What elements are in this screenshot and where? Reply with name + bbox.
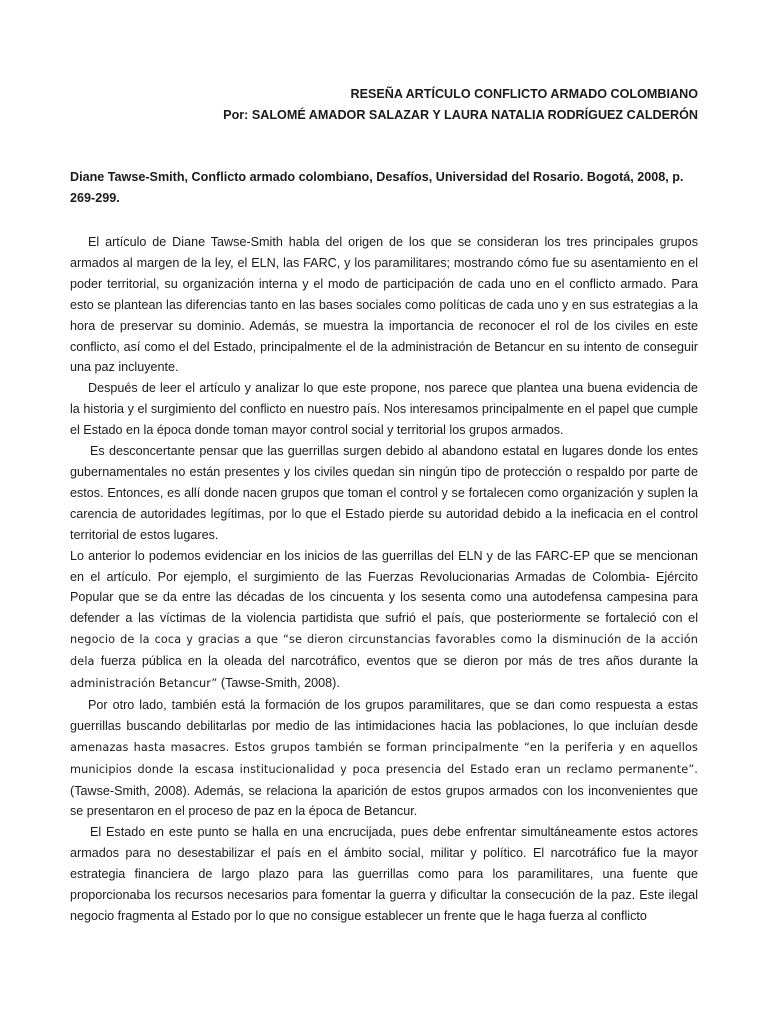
paragraph-4 (70, 546, 698, 695)
review-title: RESEÑA ARTÍCULO CONFLICTO ARMADO COLOMBIANO (350, 87, 698, 101)
paragraph-4-quote-2: administración Betancur” (70, 677, 218, 691)
paragraph-5-quote: amenazas hasta masacres. Estos grupos también se forman principalmente “en la periferia y en aquellos municipios donde la escasa institucionalidad y poca presencia del Estado eran un reclamo permanente”. (70, 740, 698, 776)
paragraph-2: Después de leer el artículo y analizar lo que este propone, nos parece que plantea una buena evidencia de la historia y el surgimiento del conflicto en nuestro país. Nos interesamos principalmente en el papel que cumple el Estado en la época donde toman mayor control social y territorial los grupos armados. (70, 381, 698, 438)
bibliographic-citation: Diane Tawse-Smith, Conflicto armado colombiano, Desafíos, Universidad del Rosario. Bogotá, 2008, p. 269-299. (70, 170, 684, 205)
paragraph-5-text-b: (Tawse-Smith, 2008). Además, se relaciona la aparición de estos grupos armados con los inconvenientes que se presentaron en el proceso de paz en la época de Betancur. (70, 783, 698, 819)
paragraph-5 (70, 695, 698, 822)
paragraph-4-text-b: fuerza pública en la oleada del narcotráfico, eventos que se dieron por más de tres años durante la (100, 654, 698, 669)
authors-line: Por: SALOMÉ AMADOR SALAZAR Y LAURA NATALIA RODRÍGUEZ CALDERÓN (223, 108, 698, 122)
paragraph-4-text-a: Lo anterior lo podemos evidenciar en los inicios de las guerrillas del ELN y de las FARC-EP que se mencionan en el artículo. Por ejemplo, el surgimiento de las Fuerzas Revolucionarias Armadas de Colombia- Ejército Popular que se da entre las décadas de los cincuenta y los sesenta como una autodefensa campesina para defender a las víctimas de la violencia partidista que sufrió el país, que posteriormente se fortaleció con el (70, 548, 698, 626)
paragraph-4-text-c: (Tawse-Smith, 2008). (217, 676, 340, 691)
paragraph-5-text-a: Por otro lado, también está la formación de los grupos paramilitares, que se dan como respuesta a estas guerrillas buscando debilitarlas por medio de las intimidaciones hacia las poblaciones, lo que incluían desde (70, 697, 698, 733)
paragraph-3: Es desconcertante pensar que las guerrillas surgen debido al abandono estatal en lugares donde los entes gubernamentales no están presentes y los civiles quedan sin ningún tipo de protección o respaldo por parte de estos. Entonces, es allí donde nacen grupos que toman el control y se fortalecen como organización y suplen la carencia de autoridades legítimas, por lo que el Estado pierde su autoridad debido a la ineficacia en el control territorial de estos lugares. (70, 444, 698, 542)
paragraph-1: El artículo de Diane Tawse-Smith habla del origen de los que se consideran los tres principales grupos armados al margen de la ley, el ELN, las FARC, y los paramilitares; mostrando cómo fue su asentamiento en el poder territorial, su organización interna y el modo de participación de cada uno en el conflicto armado. Para esto se plantean las diferencias tanto en las bases sociales como políticas de cada uno y en sus estrategias a la hora de preservar su dominio. Además, se muestra la importancia de reconocer el rol de los civiles en este conflicto, así como el del Estado, principalmente el de la administración de Betancur en su intento de conseguir una paz incluyente. (70, 235, 698, 375)
document-body (70, 232, 698, 927)
paragraph-6: El Estado en este punto se halla en una encrucijada, pues debe enfrentar simultáneamente estos actores armados para no desestabilizar el país en el ámbito social, militar y político. El narcotráfico fue la mayor estrategia financiera de largo plazo para las guerrillas como para los paramilitares, una fuente que proporcionaba los recursos necesarios para fomentar la guerra y dificultar la consecución de la paz. Este ilegal negocio fragmenta al Estado por lo que no consigue establecer un frente que le haga fuerza al conflicto (70, 825, 698, 923)
title-block (223, 84, 698, 126)
paragraph-4-quote: negocio de la coca y gracias a que “se dieron circunstancias favorables como la disminución de la acción dela (70, 633, 698, 669)
